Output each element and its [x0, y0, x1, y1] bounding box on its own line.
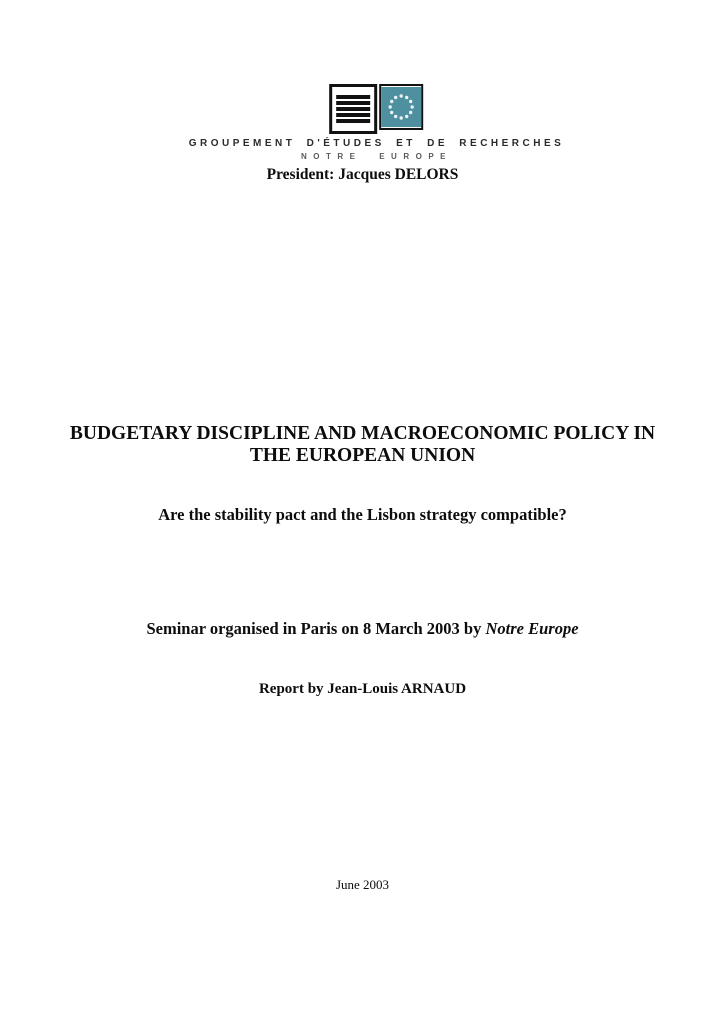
logo-squares: [330, 84, 424, 134]
seminar-org-name: Notre Europe: [485, 619, 579, 638]
seminar-text: Seminar organised in Paris on 8 March 2003 by: [146, 619, 486, 638]
president-line: President: Jacques DELORS: [266, 166, 459, 183]
document-lines-icon: [330, 84, 378, 134]
org-subname: NOTRE EUROPE: [300, 152, 452, 161]
document-title: [0, 423, 725, 467]
document-subtitle: Are the stability pact and the Lisbon strategy compatible?: [158, 505, 567, 524]
notre-europe-logo: [189, 84, 565, 161]
seminar-line: [0, 619, 725, 639]
document-title-line2: THE EUROPEAN UNION: [249, 445, 476, 466]
report-author-line: Report by Jean-Louis ARNAUD: [258, 681, 467, 697]
eu-stars-icon: [380, 84, 424, 130]
org-name: GROUPEMENT D'ÉTUDES ET DE RECHERCHES: [188, 138, 565, 149]
document-title-line1: BUDGETARY DISCIPLINE AND MACROECONOMIC POLICY IN: [69, 423, 656, 444]
publication-date: June 2003: [335, 877, 390, 892]
